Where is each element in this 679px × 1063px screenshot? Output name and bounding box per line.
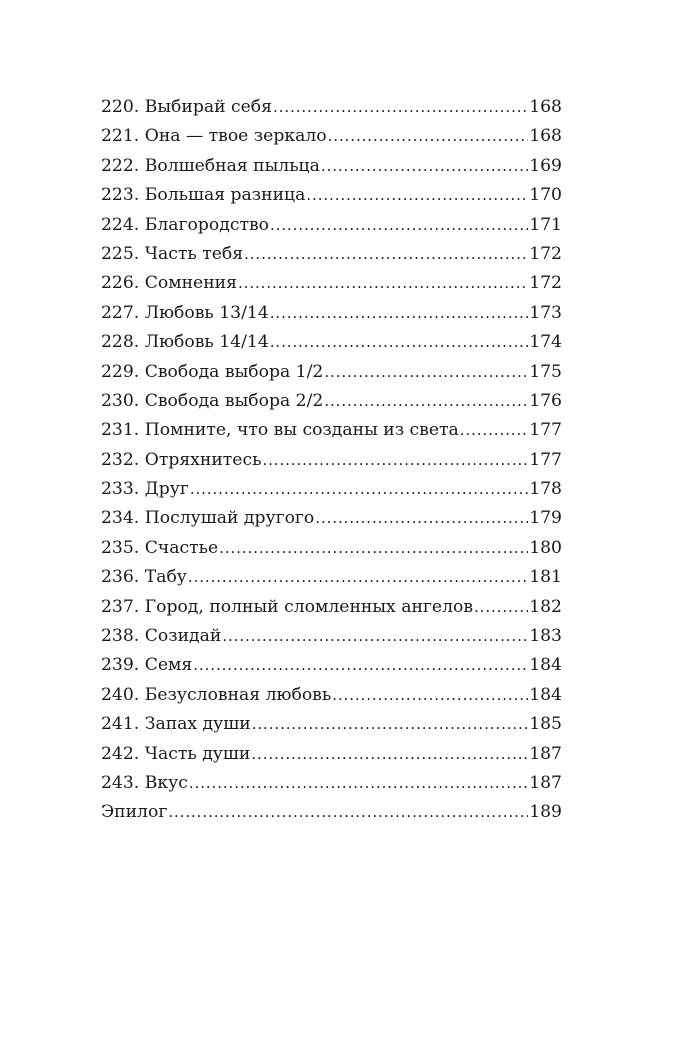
toc-entry <box>101 387 562 416</box>
toc-entry-title: 223. Большая разница <box>101 185 306 206</box>
dot-leader <box>315 504 528 533</box>
toc-entry-title: 236. Табу <box>101 567 187 588</box>
toc-entry-title: 230. Свобода выбора 2/2 <box>101 390 324 411</box>
toc-entry-page: 187 <box>529 743 562 764</box>
toc-entry-title: 227. Любовь 13/14 <box>101 302 269 323</box>
toc-entry <box>101 358 562 387</box>
toc-entry-page: 170 <box>529 185 562 206</box>
dot-leader <box>238 269 528 298</box>
toc-entry-page: 183 <box>529 626 562 647</box>
toc-entry <box>101 593 562 622</box>
dot-leader <box>324 387 528 416</box>
toc-entry-page: 176 <box>529 390 562 411</box>
toc-entry-title: Эпилог <box>101 802 168 823</box>
toc-entry-page: 175 <box>529 361 562 382</box>
toc-entry-page: 182 <box>529 596 562 617</box>
toc-entry-page: 171 <box>529 214 562 235</box>
toc-entry-page: 184 <box>529 684 562 705</box>
toc-entry-title: 233. Друг <box>101 479 189 500</box>
dot-leader <box>273 93 528 122</box>
toc-entry <box>101 740 562 769</box>
toc-entry-title: 243. Вкус <box>101 772 188 793</box>
toc-entry-title: 240. Безусловная любовь <box>101 684 332 705</box>
toc-entry-title: 234. Послушай другого <box>101 508 315 529</box>
toc-entry-page: 177 <box>529 420 562 441</box>
toc-entry-page: 174 <box>529 332 562 353</box>
toc-entry-page: 180 <box>529 537 562 558</box>
toc-entry-title: 228. Любовь 14/14 <box>101 332 269 353</box>
dot-leader <box>244 240 528 269</box>
toc-entry <box>101 181 562 210</box>
toc-entry <box>101 122 562 151</box>
toc-entry <box>101 563 562 592</box>
toc-entry <box>101 651 562 680</box>
toc-entry-title: 238. Созидай <box>101 626 222 647</box>
toc-entry <box>101 475 562 504</box>
dot-leader <box>328 122 529 151</box>
dot-leader <box>188 563 528 592</box>
toc-entry <box>101 681 562 710</box>
dot-leader <box>262 446 528 475</box>
toc-entry-page: 172 <box>529 273 562 294</box>
dot-leader <box>222 622 528 651</box>
toc-entry <box>101 504 562 533</box>
toc-entry-page: 168 <box>529 97 562 117</box>
toc-entry-title: 222. Волшебная пыльца <box>101 155 320 176</box>
toc-entry-page: 184 <box>529 655 562 676</box>
dot-leader <box>306 181 528 210</box>
table-of-contents <box>101 93 562 828</box>
dot-leader <box>270 211 528 240</box>
toc-entry-title: 224. Благородство <box>101 214 269 235</box>
dot-leader <box>219 534 528 563</box>
toc-entry-title: 226. Сомнения <box>101 273 237 294</box>
toc-entry <box>101 622 562 651</box>
toc-entry-title: 221. Она — твое зеркало <box>101 126 327 147</box>
toc-entry-title: 235. Счастье <box>101 537 219 558</box>
toc-entry <box>101 798 562 827</box>
toc-entry-title: 229. Свобода выбора 1/2 <box>101 361 324 382</box>
dot-leader <box>189 769 528 798</box>
dot-leader <box>321 152 528 181</box>
toc-entry <box>101 93 562 122</box>
toc-entry-page: 185 <box>529 714 562 735</box>
dot-leader <box>474 593 528 622</box>
dot-leader <box>332 681 528 710</box>
toc-entry-title: 242. Часть души <box>101 743 251 764</box>
dot-leader <box>270 299 528 328</box>
toc-entry-title: 239. Семя <box>101 655 193 676</box>
toc-entry-page: 189 <box>529 802 562 823</box>
dot-leader <box>193 651 528 680</box>
toc-entry-page: 187 <box>529 772 562 793</box>
toc-entry-title: 220. Выбирай себя <box>101 97 273 117</box>
dot-leader <box>460 416 528 445</box>
toc-entry <box>101 416 562 445</box>
toc-entry-page: 172 <box>529 243 562 264</box>
toc-entry-page: 168 <box>529 126 562 147</box>
dot-leader <box>168 798 528 827</box>
toc-entry-title: 237. Город, полный сломленных ангелов <box>101 596 474 617</box>
toc-entry <box>101 240 562 269</box>
toc-entry-page: 179 <box>529 508 562 529</box>
toc-entry-page: 169 <box>529 155 562 176</box>
toc-entry <box>101 446 562 475</box>
toc-entry-title: 231. Помните, что вы созданы из света <box>101 420 459 441</box>
toc-entry <box>101 269 562 298</box>
toc-entry <box>101 152 562 181</box>
dot-leader <box>324 358 528 387</box>
dot-leader <box>251 740 528 769</box>
toc-entry-title: 225. Часть тебя <box>101 243 244 264</box>
toc-entry <box>101 299 562 328</box>
toc-entry-page: 173 <box>529 302 562 323</box>
toc-entry-title: 232. Отряхнитесь <box>101 449 262 470</box>
toc-entry <box>101 328 562 357</box>
toc-entry <box>101 211 562 240</box>
toc-entry-title: 241. Запах души <box>101 714 251 735</box>
toc-entry <box>101 710 562 739</box>
toc-entry-page: 181 <box>529 567 562 588</box>
toc-entry <box>101 769 562 798</box>
toc-entry-page: 177 <box>529 449 562 470</box>
dot-leader <box>270 328 528 357</box>
toc-entry <box>101 534 562 563</box>
dot-leader <box>252 710 529 739</box>
dot-leader <box>190 475 528 504</box>
toc-entry-page: 178 <box>529 479 562 500</box>
